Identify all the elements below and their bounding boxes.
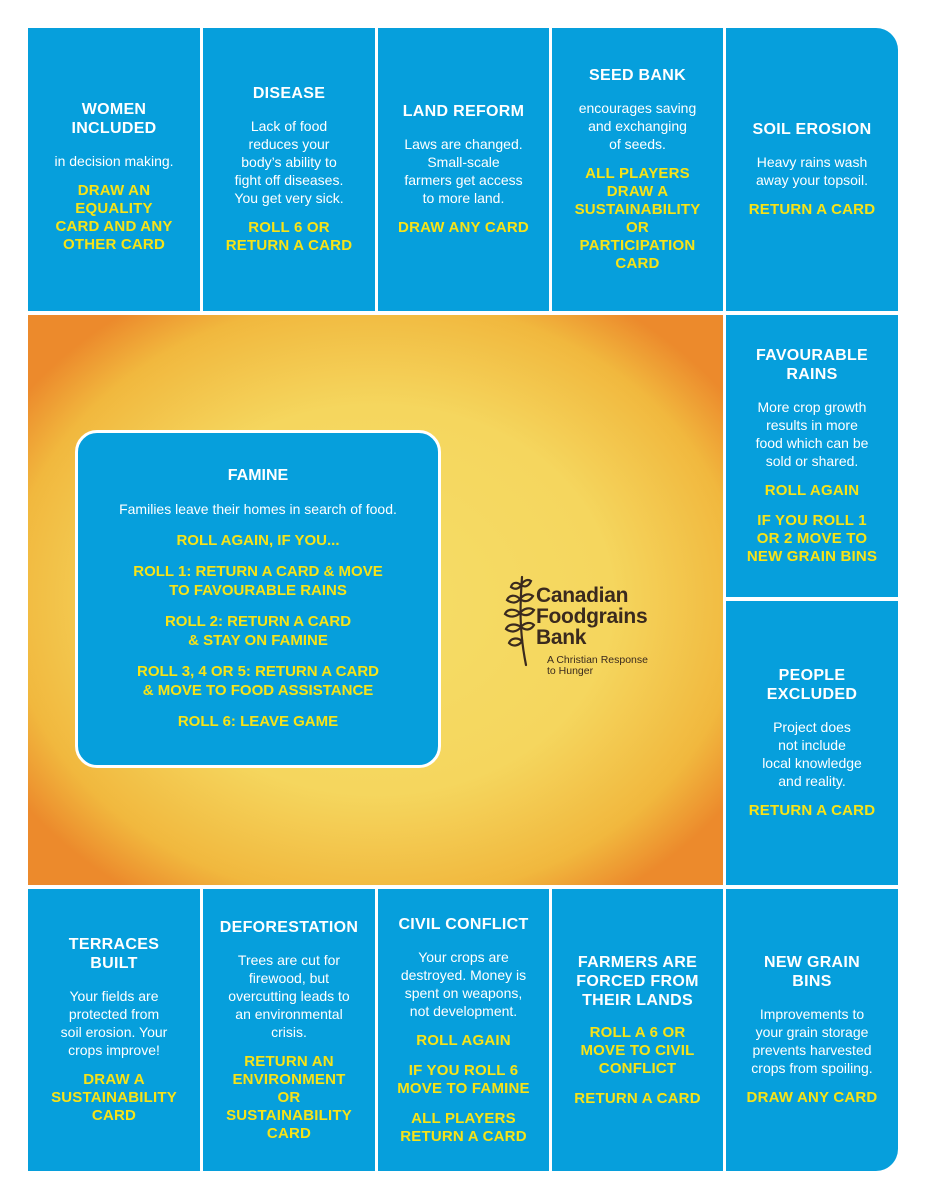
space-description: Families leave their homes in search of food. — [119, 501, 397, 517]
space-women-included[interactable] — [28, 28, 200, 311]
space-description: Improvements to your grain storage prevents harvested crops from spoiling. — [751, 1006, 873, 1076]
space-terraces-built[interactable] — [28, 889, 200, 1171]
wheat-icon — [500, 575, 536, 667]
space-disease[interactable] — [203, 28, 375, 311]
space-action: ALL PLAYERS RETURN A CARD — [400, 1109, 527, 1145]
space-title: PEOPLE EXCLUDED — [766, 667, 858, 703]
space-description: Laws are changed. Small-scale farmers get access to more land. — [404, 136, 523, 206]
space-famine[interactable] — [75, 430, 441, 768]
space-title: CIVIL CONFLICT — [398, 915, 529, 933]
space-title: LAND REFORM — [402, 103, 525, 120]
space-action: ROLL 3, 4 OR 5: RETURN A CARD & MOVE TO FOOD ASSISTANCE — [137, 663, 379, 699]
space-action: RETURN A CARD — [748, 802, 876, 819]
space-deforestation[interactable] — [203, 889, 375, 1171]
space-description: Your fields are protected from soil erosion. Your crops improve! — [60, 988, 168, 1058]
space-title: FAMINE — [227, 467, 289, 484]
space-description: Trees are cut for firewood, but overcutting leads to an environmental crisis. — [228, 951, 350, 1040]
space-title: DEFORESTATION — [219, 918, 359, 936]
space-action: ROLL AGAIN — [416, 1031, 511, 1049]
space-action: DRAW A SUSTAINABILITY CARD — [51, 1071, 177, 1124]
space-action: IF YOU ROLL 6 MOVE TO FAMINE — [397, 1061, 530, 1097]
space-action: ROLL A 6 OR MOVE TO CIVIL CONFLICT — [580, 1023, 695, 1077]
space-action: ROLL 2: RETURN A CARD & STAY ON FAMINE — [164, 613, 352, 649]
space-description: More crop growth results in more food which can be sold or shared. — [755, 399, 869, 469]
space-title: SEED BANK — [589, 67, 686, 84]
space-action: RETURN A CARD — [574, 1089, 701, 1107]
space-title: DISEASE — [252, 85, 326, 102]
space-title: TERRACES BUILT — [68, 936, 160, 972]
space-seed-bank[interactable] — [552, 28, 723, 311]
space-civil-conflict[interactable] — [378, 889, 549, 1171]
space-title: SOIL EROSION — [752, 121, 872, 138]
space-description: encourages saving and exchanging of seeds. — [578, 100, 697, 152]
space-action: RETURN A CARD — [748, 201, 876, 218]
space-action: ROLL 6 OR RETURN A CARD — [225, 219, 353, 254]
space-title: FARMERS ARE FORCED FROM THEIR LANDS — [576, 953, 699, 1009]
space-action: ALL PLAYERS DRAW A SUSTAINABILITY OR PARTICIPATION CARD — [574, 165, 701, 272]
space-action: IF YOU ROLL 1 OR 2 MOVE TO NEW GRAIN BINS — [746, 512, 878, 565]
space-description: Heavy rains wash away your topsoil. — [755, 154, 869, 188]
space-title: WOMEN INCLUDED — [71, 100, 157, 137]
space-description: in decision making. — [54, 152, 174, 169]
space-action: ROLL 6: LEAVE GAME — [177, 713, 339, 730]
space-farmers-forced[interactable] — [552, 889, 723, 1171]
space-favourable-rains[interactable] — [726, 315, 898, 597]
space-action: RETURN AN ENVIRONMENT OR SUSTAINABILITY CARD — [226, 1052, 352, 1142]
space-action: ROLL AGAIN, IF YOU... — [176, 532, 340, 549]
space-title: FAVOURABLE RAINS — [755, 347, 869, 383]
space-description: Lack of food reduces your body’s ability to fight off diseases. You get very sick. — [234, 118, 344, 206]
space-new-grain-bins[interactable] — [726, 889, 898, 1171]
canadian-foodgrains-bank-logo — [500, 575, 690, 685]
space-action: ROLL 1: RETURN A CARD & MOVE TO FAVOURABLE RAINS — [133, 563, 383, 599]
space-land-reform[interactable] — [378, 28, 549, 311]
space-soil-erosion[interactable] — [726, 28, 898, 311]
board-center — [28, 315, 723, 885]
space-title: NEW GRAIN BINS — [763, 954, 861, 990]
logo-name: Canadian Foodgrains Bank — [536, 584, 648, 649]
space-action: ROLL AGAIN — [764, 482, 860, 499]
game-board — [28, 28, 898, 1171]
space-action: DRAW ANY CARD — [746, 1089, 878, 1106]
space-description: Project does not include local knowledge and reality. — [762, 719, 862, 789]
space-people-excluded[interactable] — [726, 601, 898, 885]
space-description: Your crops are destroyed. Money is spent on weapons, not development. — [400, 948, 527, 1019]
space-action: DRAW AN EQUALITY CARD AND ANY OTHER CARD — [55, 181, 173, 253]
space-action: DRAW ANY CARD — [398, 219, 529, 236]
logo-tagline: A Christian Response to Hunger — [547, 654, 648, 677]
